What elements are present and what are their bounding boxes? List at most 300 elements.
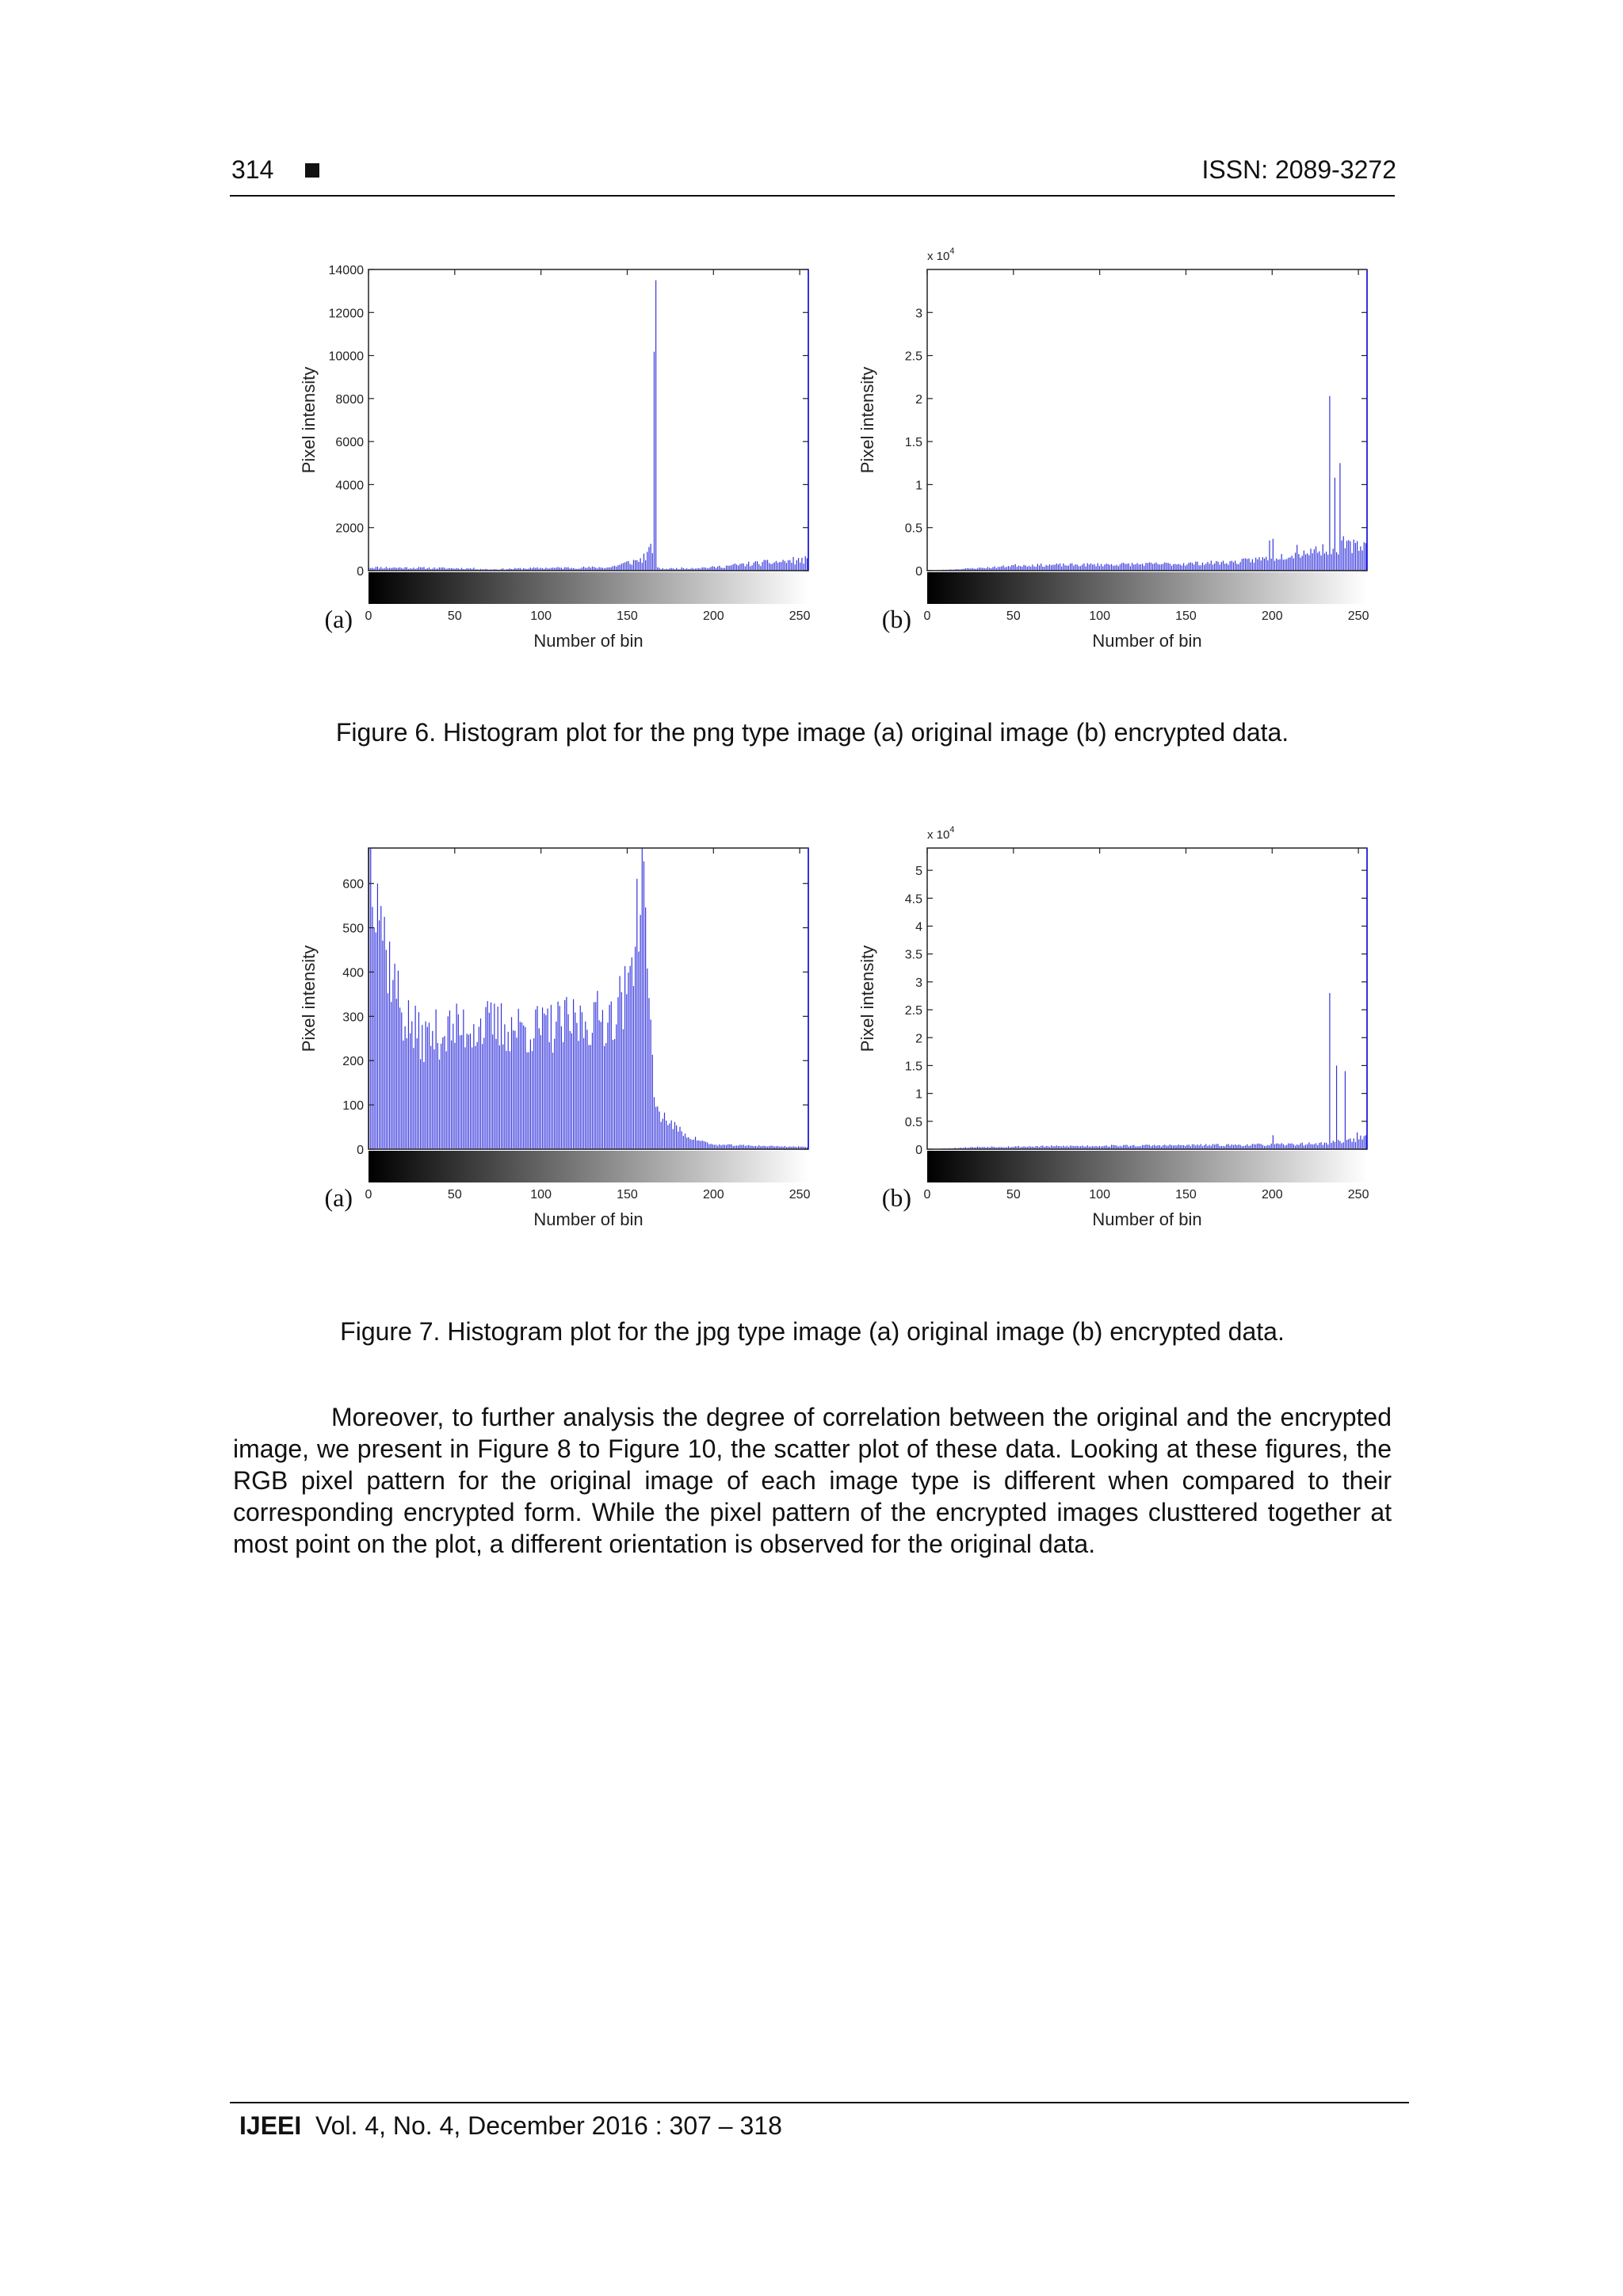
histogram-bar bbox=[1302, 1143, 1303, 1149]
histogram-bar bbox=[399, 1007, 400, 1149]
histogram-bar bbox=[427, 1027, 428, 1149]
histogram-bar bbox=[1243, 559, 1244, 571]
y-tick-label: 3 bbox=[915, 307, 922, 321]
histogram-bar bbox=[1255, 558, 1256, 571]
histogram-bar bbox=[418, 1012, 419, 1149]
histogram-bar bbox=[561, 1026, 562, 1149]
histogram-bar bbox=[633, 560, 634, 571]
histogram-bar bbox=[636, 879, 637, 1149]
x-tick-label: 100 bbox=[530, 1188, 552, 1201]
histogram-bar bbox=[779, 562, 780, 571]
histogram-bar bbox=[1324, 553, 1325, 571]
histogram-bar bbox=[1212, 1144, 1213, 1149]
histogram-bar bbox=[583, 567, 584, 571]
histogram-bar bbox=[1288, 1144, 1289, 1149]
histogram-bar bbox=[1226, 1144, 1227, 1149]
x-tick-label: 150 bbox=[1175, 1188, 1197, 1201]
histogram-bar bbox=[679, 1127, 680, 1149]
histogram-bar bbox=[1001, 567, 1002, 571]
histogram-bar bbox=[1365, 543, 1366, 571]
histogram-bar bbox=[776, 561, 777, 571]
histogram-bar bbox=[1168, 563, 1169, 571]
histogram-bar bbox=[1296, 1144, 1297, 1149]
histogram-bar bbox=[1077, 564, 1078, 571]
histogram-bar bbox=[1345, 1071, 1346, 1149]
histogram-bar bbox=[463, 1010, 464, 1149]
histogram-bar bbox=[1223, 561, 1224, 571]
histogram-bars bbox=[369, 281, 808, 571]
histogram-bar bbox=[1102, 566, 1103, 571]
x-tick-label: 150 bbox=[1175, 609, 1197, 623]
histogram-bar bbox=[727, 566, 728, 571]
histogram-bar bbox=[605, 1043, 606, 1149]
histogram-bar bbox=[1326, 552, 1327, 571]
histogram-bar bbox=[1180, 564, 1181, 571]
histogram-bar bbox=[1362, 1140, 1363, 1149]
y-tick-label: 6000 bbox=[335, 436, 364, 450]
histogram-bar bbox=[807, 558, 808, 571]
histogram-bar bbox=[738, 566, 739, 571]
histogram-bar bbox=[1289, 1144, 1290, 1149]
histogram-bar bbox=[1089, 564, 1090, 571]
histogram-bar bbox=[626, 994, 627, 1149]
histogram-bar bbox=[1364, 1137, 1365, 1149]
histogram-bar bbox=[1063, 563, 1064, 571]
histogram-bar bbox=[1108, 564, 1109, 571]
histogram-bar bbox=[1295, 552, 1296, 571]
x-tick-label: 250 bbox=[789, 609, 811, 623]
histogram-bar bbox=[1145, 563, 1146, 571]
histogram-bar bbox=[1189, 563, 1190, 571]
x-axis-label: Number of bin bbox=[1092, 1209, 1202, 1229]
histogram-bar bbox=[1292, 1144, 1293, 1149]
histogram-bar bbox=[508, 1032, 509, 1149]
y-axis-label: Pixel intensity bbox=[857, 366, 877, 474]
histogram-bar bbox=[1333, 548, 1334, 571]
histogram-bar bbox=[767, 560, 768, 571]
histogram-bar bbox=[743, 1144, 744, 1149]
histogram-bar bbox=[1279, 560, 1280, 571]
histogram-bar bbox=[801, 558, 802, 571]
histogram-bar bbox=[623, 1030, 624, 1149]
histogram-bar bbox=[597, 991, 598, 1149]
histogram-bar bbox=[757, 561, 758, 571]
histogram-bar bbox=[1233, 1145, 1234, 1149]
histogram-bar bbox=[654, 1097, 655, 1149]
histogram-bar bbox=[1180, 1145, 1181, 1149]
histogram-bar bbox=[1123, 1145, 1124, 1149]
histogram-bar bbox=[1133, 564, 1134, 571]
histogram-bar bbox=[1302, 556, 1303, 571]
histogram-bar bbox=[1346, 1140, 1347, 1149]
histogram-bar bbox=[485, 1007, 486, 1149]
histogram-bar bbox=[1190, 563, 1191, 571]
histogram-bar bbox=[616, 1025, 617, 1149]
histogram-bar bbox=[1310, 548, 1311, 571]
histogram-bar bbox=[1126, 563, 1127, 571]
histogram-bar bbox=[1264, 559, 1265, 571]
histogram-bar bbox=[495, 1039, 496, 1149]
histogram-bar bbox=[624, 966, 625, 1149]
histogram-bar bbox=[1192, 1144, 1193, 1149]
histogram-bar bbox=[516, 1037, 517, 1149]
histogram-bar bbox=[437, 1043, 438, 1149]
histogram-bar bbox=[1002, 565, 1003, 571]
histogram-bar bbox=[1205, 563, 1206, 571]
histogram-bar bbox=[1230, 561, 1231, 571]
histogram-bar bbox=[1149, 1145, 1150, 1149]
plot-frame bbox=[927, 269, 1367, 571]
x-tick-label: 200 bbox=[702, 1188, 724, 1201]
histogram-bar bbox=[1207, 562, 1208, 571]
histogram-bar bbox=[652, 553, 653, 571]
histogram-bar bbox=[1085, 567, 1086, 571]
y-tick-label: 400 bbox=[342, 966, 364, 980]
histogram-bars bbox=[933, 396, 1367, 571]
histogram-bar bbox=[382, 941, 383, 1149]
histogram-bar bbox=[1365, 1135, 1366, 1149]
histogram-bar bbox=[1126, 1145, 1127, 1149]
histogram-bar bbox=[702, 1140, 703, 1149]
histogram-bar bbox=[623, 563, 624, 571]
histogram-bars bbox=[369, 848, 808, 1149]
histogram-bar bbox=[1114, 566, 1115, 571]
histogram-bar bbox=[654, 352, 655, 571]
histogram-bar bbox=[1324, 1143, 1325, 1149]
histogram-bar bbox=[1236, 563, 1237, 571]
x-tick-label: 250 bbox=[789, 1188, 811, 1201]
histogram-bar bbox=[1221, 562, 1222, 571]
histogram-bar bbox=[1277, 560, 1278, 571]
histogram-bar bbox=[638, 562, 639, 571]
histogram-bar bbox=[1360, 1136, 1361, 1149]
histogram-bar bbox=[1154, 1144, 1155, 1149]
histogram-bar bbox=[532, 1051, 533, 1149]
histogram-bar bbox=[1054, 565, 1055, 571]
histogram-bar bbox=[1327, 555, 1328, 571]
histogram-bar bbox=[489, 1013, 490, 1149]
histogram-bar bbox=[1262, 557, 1263, 571]
histogram-bar bbox=[1083, 563, 1084, 571]
histogram-bar bbox=[1204, 565, 1205, 571]
histogram-bar bbox=[638, 952, 639, 1149]
histogram-bar bbox=[458, 1014, 459, 1149]
histogram-bar bbox=[1118, 566, 1119, 571]
histogram-bar bbox=[657, 1106, 658, 1149]
histogram-bar bbox=[727, 1144, 728, 1149]
histogram-bar bbox=[389, 942, 390, 1149]
histogram-bar bbox=[554, 1039, 555, 1149]
histogram-bar bbox=[1296, 544, 1297, 571]
histogram-bar bbox=[726, 1145, 727, 1149]
histogram-bar bbox=[464, 1047, 465, 1149]
histogram-bar bbox=[1199, 565, 1200, 571]
histogram-bar bbox=[415, 1006, 416, 1149]
histogram-bar bbox=[698, 1140, 699, 1149]
histogram-bar bbox=[733, 564, 734, 571]
y-axis-label: Pixel intensity bbox=[299, 945, 319, 1052]
histogram-bar bbox=[626, 561, 627, 571]
histogram-bar bbox=[1178, 1144, 1179, 1149]
x-tick-label: 150 bbox=[617, 1188, 638, 1201]
histogram-bar bbox=[1333, 1140, 1334, 1149]
histogram-bar bbox=[614, 566, 615, 571]
histogram-bar bbox=[1080, 566, 1081, 571]
histogram-bar bbox=[1071, 563, 1072, 571]
histogram-bar bbox=[648, 998, 649, 1149]
histogram-bar bbox=[621, 563, 622, 571]
histogram-bar bbox=[1293, 559, 1294, 571]
histogram-bar bbox=[1013, 565, 1014, 571]
histogram-bar bbox=[557, 1002, 558, 1149]
histogram-bar bbox=[676, 1125, 677, 1149]
histogram-bar bbox=[501, 1003, 502, 1149]
histogram-bar bbox=[782, 560, 783, 571]
histogram-bar bbox=[1133, 1145, 1134, 1149]
histogram-bar bbox=[643, 861, 644, 1149]
histogram-bar bbox=[1267, 1145, 1268, 1149]
histogram-bar bbox=[1171, 566, 1172, 571]
histogram-bar bbox=[1238, 1144, 1239, 1149]
histogram-bar bbox=[791, 563, 792, 571]
histogram-bar bbox=[547, 1008, 548, 1149]
histogram-bar bbox=[748, 1145, 749, 1149]
histogram-bar bbox=[635, 560, 636, 571]
histogram-bar bbox=[739, 1144, 740, 1149]
y-tick-label: 14000 bbox=[328, 264, 364, 277]
histogram-bar bbox=[1209, 1145, 1210, 1149]
y-tick-label: 10000 bbox=[328, 350, 364, 364]
histogram-bar bbox=[692, 1140, 693, 1149]
histogram-bar bbox=[1355, 543, 1356, 571]
histogram-bar bbox=[770, 564, 771, 571]
histogram-bar bbox=[1345, 548, 1346, 571]
histogram-bar bbox=[580, 1006, 581, 1149]
y-tick-label: 1 bbox=[915, 1087, 922, 1102]
y-tick-label: 0 bbox=[357, 1144, 364, 1157]
histogram-bar bbox=[504, 1024, 505, 1149]
histogram-bar bbox=[1087, 563, 1088, 571]
histogram-bar bbox=[789, 560, 790, 571]
y-tick-label: 5 bbox=[915, 865, 922, 879]
histogram-bar bbox=[1070, 563, 1071, 571]
histogram-bar bbox=[616, 567, 617, 571]
histogram-bar bbox=[1111, 564, 1112, 571]
figure-6a-histogram bbox=[273, 238, 828, 682]
histogram-bar bbox=[1279, 1144, 1280, 1149]
histogram-bar bbox=[1205, 1144, 1206, 1149]
histogram-bar bbox=[530, 1040, 531, 1149]
histogram-bar bbox=[729, 566, 730, 571]
histogram-bar bbox=[1273, 1135, 1274, 1149]
histogram-bar bbox=[743, 563, 744, 571]
footer-citation: Vol. 4, No. 4, December 2016 : 307 – 318 bbox=[315, 2111, 782, 2140]
histogram-bar bbox=[1267, 560, 1268, 571]
histogram-bar bbox=[583, 1038, 584, 1149]
histogram-bar bbox=[712, 1144, 713, 1149]
histogram-bar bbox=[535, 1010, 536, 1149]
histogram-bar bbox=[741, 563, 742, 571]
histogram-bar bbox=[1145, 1144, 1146, 1149]
histogram-bar bbox=[1242, 559, 1243, 571]
histogram-bar bbox=[652, 1055, 653, 1149]
histogram-bar bbox=[1020, 566, 1021, 571]
histogram-bar bbox=[1351, 1142, 1352, 1149]
histogram-bar bbox=[1121, 563, 1122, 571]
histogram-bar bbox=[1355, 1142, 1356, 1149]
histogram-bar bbox=[712, 566, 713, 571]
histogram-bar bbox=[1142, 563, 1143, 571]
histogram-bar bbox=[520, 1022, 521, 1149]
x-tick-label: 0 bbox=[923, 1188, 931, 1201]
histogram-bar bbox=[655, 1107, 656, 1149]
histogram-bar bbox=[1189, 1144, 1190, 1149]
histogram-bar bbox=[695, 1137, 696, 1149]
histogram-bar bbox=[726, 566, 727, 571]
y-axis-label: Pixel intensity bbox=[299, 366, 319, 474]
histogram-bar bbox=[567, 1014, 568, 1149]
histogram-bar bbox=[1164, 563, 1165, 571]
histogram-bar bbox=[1015, 564, 1016, 571]
histogram-bar bbox=[384, 917, 385, 1149]
histogram-bar bbox=[1018, 566, 1019, 571]
y-tick-label: 2.5 bbox=[904, 350, 922, 364]
histogram-bar bbox=[1343, 537, 1344, 571]
histogram-bar bbox=[1068, 566, 1069, 571]
histogram-bar bbox=[648, 547, 649, 571]
y-tick-label: 8000 bbox=[335, 392, 364, 407]
histogram-bar bbox=[748, 562, 749, 571]
histogram-bar bbox=[1348, 541, 1349, 571]
y-tick-label: 0.5 bbox=[904, 521, 922, 536]
histogram-bar bbox=[374, 927, 375, 1149]
body-text bbox=[233, 1401, 1392, 1560]
histogram-bar bbox=[592, 1033, 593, 1149]
histogram-bar bbox=[470, 1033, 471, 1149]
histogram-bar bbox=[1245, 559, 1246, 571]
histogram-bar bbox=[1217, 562, 1218, 571]
histogram-bar bbox=[1226, 563, 1227, 571]
histogram-bar bbox=[764, 560, 765, 571]
histogram-bar bbox=[1159, 564, 1160, 571]
x-tick-label: 100 bbox=[1089, 1188, 1110, 1201]
histogram-bar bbox=[1320, 1142, 1321, 1149]
histogram-bar bbox=[1281, 1143, 1282, 1149]
histogram-bar bbox=[566, 997, 567, 1149]
histogram-bar bbox=[1224, 563, 1225, 571]
histogram-bar bbox=[401, 1012, 402, 1149]
histogram-bar bbox=[1204, 1145, 1205, 1149]
histogram-bar bbox=[1286, 1145, 1287, 1149]
header-rule bbox=[230, 195, 1395, 197]
histogram-bar bbox=[1308, 555, 1309, 571]
histogram-bar bbox=[1288, 558, 1289, 571]
histogram-bar bbox=[707, 1143, 708, 1149]
histogram-bar bbox=[1261, 560, 1262, 571]
histogram-bar bbox=[1128, 563, 1129, 571]
histogram-bar bbox=[511, 1017, 512, 1149]
histogram-bar bbox=[1033, 567, 1034, 571]
histogram-bar bbox=[760, 566, 761, 571]
histogram-bar bbox=[1217, 1144, 1218, 1149]
histogram-bar bbox=[755, 561, 756, 571]
histogram-bar bbox=[805, 556, 806, 571]
histogram-bar bbox=[1314, 549, 1315, 571]
histogram-bar bbox=[444, 1036, 445, 1149]
histogram-bar bbox=[1261, 1144, 1262, 1149]
histogram-bar bbox=[398, 971, 399, 1149]
histogram-bar bbox=[1161, 564, 1162, 571]
histogram-bar bbox=[1317, 552, 1318, 571]
histogram-bar bbox=[1298, 554, 1299, 571]
histogram-bar bbox=[1173, 564, 1174, 571]
histogram-bar bbox=[533, 1038, 534, 1149]
y-tick-label: 0 bbox=[915, 565, 922, 579]
histogram-bar bbox=[542, 1007, 543, 1149]
x-tick-label: 250 bbox=[1347, 609, 1369, 623]
histogram-bar bbox=[1090, 563, 1091, 571]
histogram-bar bbox=[523, 1026, 524, 1149]
histogram-bar bbox=[1305, 1144, 1306, 1149]
histogram-bar bbox=[540, 1035, 541, 1149]
histogram-bar bbox=[1292, 556, 1293, 571]
histogram-bar bbox=[640, 558, 641, 571]
histogram-bar bbox=[611, 1002, 612, 1149]
histogram-bar bbox=[1061, 567, 1062, 571]
histogram-bar bbox=[379, 920, 380, 1149]
histogram-bar bbox=[1037, 563, 1038, 571]
histogram-bar bbox=[571, 1033, 572, 1149]
histogram-bar bbox=[1336, 1065, 1337, 1149]
histogram-bar bbox=[451, 1041, 452, 1149]
histogram-bar bbox=[1339, 463, 1340, 571]
histogram-bar bbox=[513, 1030, 514, 1149]
histogram-bar bbox=[456, 1003, 457, 1149]
histogram-bar bbox=[671, 1121, 672, 1149]
histogram-bar bbox=[1192, 563, 1193, 571]
histogram-bar bbox=[1351, 553, 1352, 571]
x-axis-label: Number of bin bbox=[533, 631, 643, 651]
plot-frame bbox=[369, 269, 808, 571]
histogram-bar bbox=[1212, 564, 1213, 571]
x-tick-label: 200 bbox=[1261, 609, 1283, 623]
intensity-gradient-bar bbox=[927, 572, 1367, 604]
histogram-bar bbox=[729, 1144, 730, 1149]
histogram-bar bbox=[1312, 1144, 1313, 1149]
histogram-bar bbox=[1140, 564, 1141, 571]
histogram-bar bbox=[430, 1046, 431, 1149]
histogram-bar bbox=[1262, 1145, 1263, 1149]
y-tick-label: 0.5 bbox=[904, 1115, 922, 1129]
y-axis-label: Pixel intensity bbox=[857, 945, 877, 1052]
y-exponent-label: x $10^4$ bbox=[927, 246, 955, 263]
histogram-bar bbox=[573, 999, 574, 1149]
histogram-bar bbox=[551, 1005, 552, 1149]
figure-6b-histogram bbox=[832, 238, 1387, 682]
histogram-bar bbox=[617, 997, 618, 1149]
histogram-bar bbox=[559, 1006, 560, 1149]
y-tick-label: 500 bbox=[342, 922, 364, 936]
histogram-bar bbox=[1139, 564, 1140, 571]
histogram-bar bbox=[1178, 564, 1179, 571]
histogram-bar bbox=[467, 1033, 468, 1149]
histogram-bar bbox=[640, 915, 641, 1149]
histogram-bar bbox=[1051, 565, 1052, 571]
x-tick-label: 50 bbox=[447, 1188, 462, 1201]
histogram-bar bbox=[1154, 563, 1155, 571]
histogram-bar bbox=[714, 1145, 715, 1149]
histogram-bar bbox=[604, 1046, 605, 1149]
